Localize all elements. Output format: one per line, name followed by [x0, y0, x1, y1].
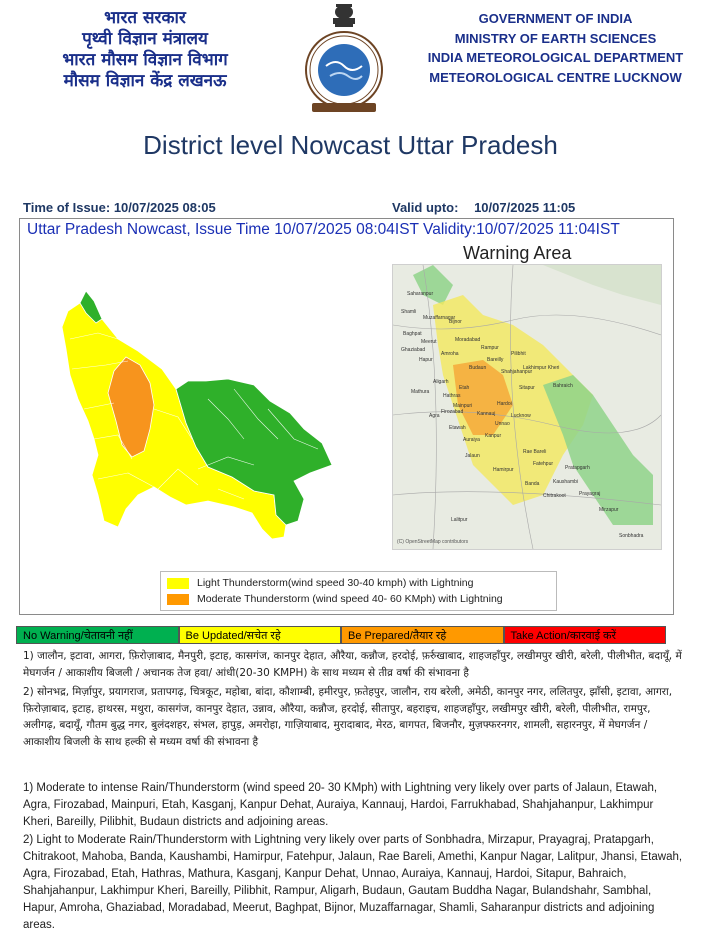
up-district-map — [58, 289, 338, 549]
osm-place-label: Pratapgarh — [565, 465, 590, 471]
osm-place-label: Etawah — [449, 425, 466, 431]
osm-place-label: Rae Bareli — [523, 449, 547, 455]
valid-upto — [392, 200, 575, 215]
osm-place-label: Amroha — [441, 351, 459, 357]
osm-place-label: Mainpuri — [453, 403, 473, 409]
english-line-2: MINISTRY OF EARTH SCIENCES — [454, 30, 657, 46]
osm-place-label: Hathras — [443, 393, 461, 399]
english-header — [418, 9, 693, 87]
english-forecast-1: 1) Moderate to intense Rain/Thunderstorm (wind speed 20- 30 KMph) with Lightning very likely over parts of Jalaun, Etawah, Agra, Firozabad, Mainpuri, Etah, Kasganj, Kanpur Dehat, Auraiya, Kannauj, Hardoi, Farrukhabad, Shahjahanpur, Lakhimpur Kheri, Bareilly, Pilibhit, Budaun districts and adjoining areas. — [23, 782, 658, 828]
scale-be-updated: Be Updated/सचेत रहे — [179, 626, 342, 644]
warning-scale — [16, 626, 666, 644]
osm-place-label: Kaushambi — [553, 479, 579, 485]
hindi-header — [40, 8, 250, 92]
hindi-line-3: भारत मौसम विज्ञान विभाग — [62, 50, 228, 70]
legend-swatch-moderate — [167, 594, 189, 605]
osm-place-label: Saharanpur — [407, 291, 434, 297]
osm-place-label: Lucknow — [511, 413, 531, 419]
scale-no-warning: No Warning/चेतावनी नहीं — [16, 626, 179, 644]
osm-place-label: Chitrakoot — [543, 493, 566, 499]
osm-place-label: Sitapur — [519, 385, 535, 391]
osm-place-label: Moradabad — [455, 337, 481, 343]
warning-area-svg — [393, 265, 661, 549]
legend-swatch-light — [167, 578, 189, 589]
osm-place-label: Shahjahanpur — [501, 369, 533, 375]
osm-place-label: Bahraich — [553, 383, 573, 389]
osm-place-label: Hamirpur — [493, 467, 514, 473]
page-title: District level Nowcast Uttar Pradesh — [143, 130, 558, 160]
osm-place-label: Muzaffarnagar — [423, 315, 456, 321]
issue-time — [23, 200, 216, 215]
osm-place-label: Rampur — [481, 345, 499, 351]
osm-place-label: Prayagraj — [579, 491, 601, 497]
english-line-3: INDIA METEOROLOGICAL DEPARTMENT — [427, 50, 684, 65]
valid-upto-value: 10/07/2025 11:05 — [474, 200, 576, 215]
legend-item-light — [167, 576, 473, 590]
legend-item-moderate — [167, 592, 503, 606]
osm-place-label: Meerut — [421, 339, 437, 345]
hindi-line-1: भारत सरकार — [104, 8, 186, 28]
map-title: Uttar Pradesh Nowcast, Issue Time 10/07/2025 08:04IST Validity:10/07/2025 11:04IST — [27, 221, 620, 238]
hindi-line-2: पृथ्वी विज्ञान मंत्रालय — [82, 29, 208, 49]
issue-time-value: 10/07/2025 08:05 — [113, 200, 216, 215]
hindi-forecast-1: 1) जालौन, इटावा, आगरा, फ़िरोज़ाबाद, मैनपुरी, इटाह, कासगंज, कानपुर देहात, औरैया, कन्नौज, हरदोई, फ़र्रुखाबाद, शाहजहाँपुर, लखीमपुर खीरी, बरेली, पीलीभीत, बदायूँ, में मेघगर्जन / आकाशीय बिजली / अचानक तेज हवा/ आंधी(20-30 KMPH) के साथ मध्यम से तीव्र वर्षा की संभावना है — [23, 650, 682, 679]
osm-place-label: Hapur — [419, 357, 433, 363]
osm-credit: (C) OpenStreetMap contributors — [397, 539, 469, 545]
valid-upto-label: Valid upto: — [392, 200, 459, 215]
osm-place-label: Agra — [429, 413, 440, 419]
scale-take-action: Take Action/कारवाई करें — [504, 626, 667, 644]
legend-label-moderate: Moderate Thunderstorm (wind speed 40- 60 KMph) with Lightning — [197, 593, 503, 605]
osm-place-label: Etah — [459, 385, 470, 391]
osm-place-label: Aligarh — [433, 379, 449, 385]
osm-place-label: Jalaun — [465, 453, 480, 459]
osm-place-label: Fatehpur — [533, 461, 554, 467]
osm-place-label: Ghaziabad — [401, 347, 426, 353]
legend-label-light: Light Thunderstorm(wind speed 30-40 kmph) with Lightning — [197, 577, 474, 589]
osm-place-label: Pilibhit — [511, 351, 526, 357]
osm-place-label: Bareilly — [487, 357, 504, 363]
osm-place-label: Mathura — [411, 389, 430, 395]
osm-place-label: Kannauj — [477, 411, 496, 417]
osm-place-label: Kanpur — [485, 433, 502, 439]
hindi-line-4: मौसम विज्ञान केंद्र लखनऊ — [63, 71, 227, 91]
warning-area-map — [392, 264, 662, 550]
osm-place-label: Budaun — [469, 365, 487, 371]
osm-place-label: Lalitpur — [451, 517, 468, 523]
osm-place-label: Banda — [525, 481, 540, 487]
osm-place-label: Sonbhadra — [619, 533, 644, 539]
osm-place-label: Mirzapur — [599, 507, 619, 513]
map-legend — [160, 571, 557, 611]
osm-place-label: Unnao — [495, 421, 510, 427]
english-line-4: METEOROLOGICAL CENTRE LUCKNOW — [429, 69, 682, 85]
osm-place-label: Auraiya — [463, 437, 480, 443]
english-line-1: GOVERNMENT OF INDIA — [478, 11, 633, 26]
osm-place-label: Lakhimpur Kheri — [523, 365, 560, 371]
osm-place-label: Hardoi — [497, 401, 512, 407]
scale-be-prepared: Be Prepared/तैयार रहे — [341, 626, 504, 644]
osm-place-label: Baghpat — [403, 331, 422, 337]
osm-place-label: Firozabad — [441, 409, 464, 415]
nowcast-map-panel — [19, 218, 674, 615]
emblem-logo — [300, 0, 388, 115]
osm-place-label: Shamli — [401, 309, 417, 315]
english-forecast-2: 2) Light to Moderate Rain/Thunderstorm with Lightning very likely over parts of Sonbhadra, Mirzapur, Prayagraj, Pratapgarh, Chitrakoot, Mahoba, Banda, Kaushambi, Hamirpur, Fatehpur, Jalaun, Rae Bareli, Amethi, Kanpur Nagar, Lalitpur, Jhansi, Etawah, Agra, Firozabad, Etah, Hathras, Mathura, Kasganj, Kanpur Dehat, Unnao, Auraiya, Kannauj, Hardoi, Sitapur, Bahraich, Shahjahanpur, Lakhimpur Kheri, Bareilly, Pilibhit, Rampur, Aligarh, Budaun, Gautam Buddha Nagar, Bulandshahr, Sambhal, Hapur, Amroha, Ghaziabad, Moradabad, Meerut, Baghpat, Bijnor, Muzaffarnagar, Shamli, Saharanpur districts and adjoining areas. — [23, 834, 683, 931]
osm-place-label: Bijnor — [449, 319, 462, 325]
issue-time-label: Time of Issue: — [23, 200, 111, 215]
warning-area-label: Warning Area — [463, 243, 572, 263]
hindi-forecast-2: 2) सोनभद्र, मिर्ज़ापुर, प्रयागराज, प्रतापगढ़, चित्रकूट, महोबा, बांदा, कौशाम्बी, हमीरपुर, फ़तेहपुर, जालौन, राय बरेली, अमेठी, कानपुर नगर, ललितपुर, झाँसी, इटावा, आगरा, फ़िरोज़ाबाद, इटाह, हाथरस, मथुरा, कासगंज, कानपुर देहात, उन्नाव, औरैया, कन्नौज, हरदोई, सीतापुर, बहराइच, शाहजहाँपुर, लखीमपुर खीरी, बरेली, पीलीभीत, रामपुर, अलीगढ़, बदायूँ, गौतम बुद्ध नगर, बुलंदशहर, संभल, हापुड़, अमरोहा, गाज़ियाबाद, मुरादाबाद, मेरठ, बागपत, बिजनौर, मुज़फ्फरनगर, शामली, सहारनपुर, में मेघगर्जन / आकाशीय बिजली के साथ हल्की से मध्यम वर्षा की संभावना है — [23, 686, 673, 748]
